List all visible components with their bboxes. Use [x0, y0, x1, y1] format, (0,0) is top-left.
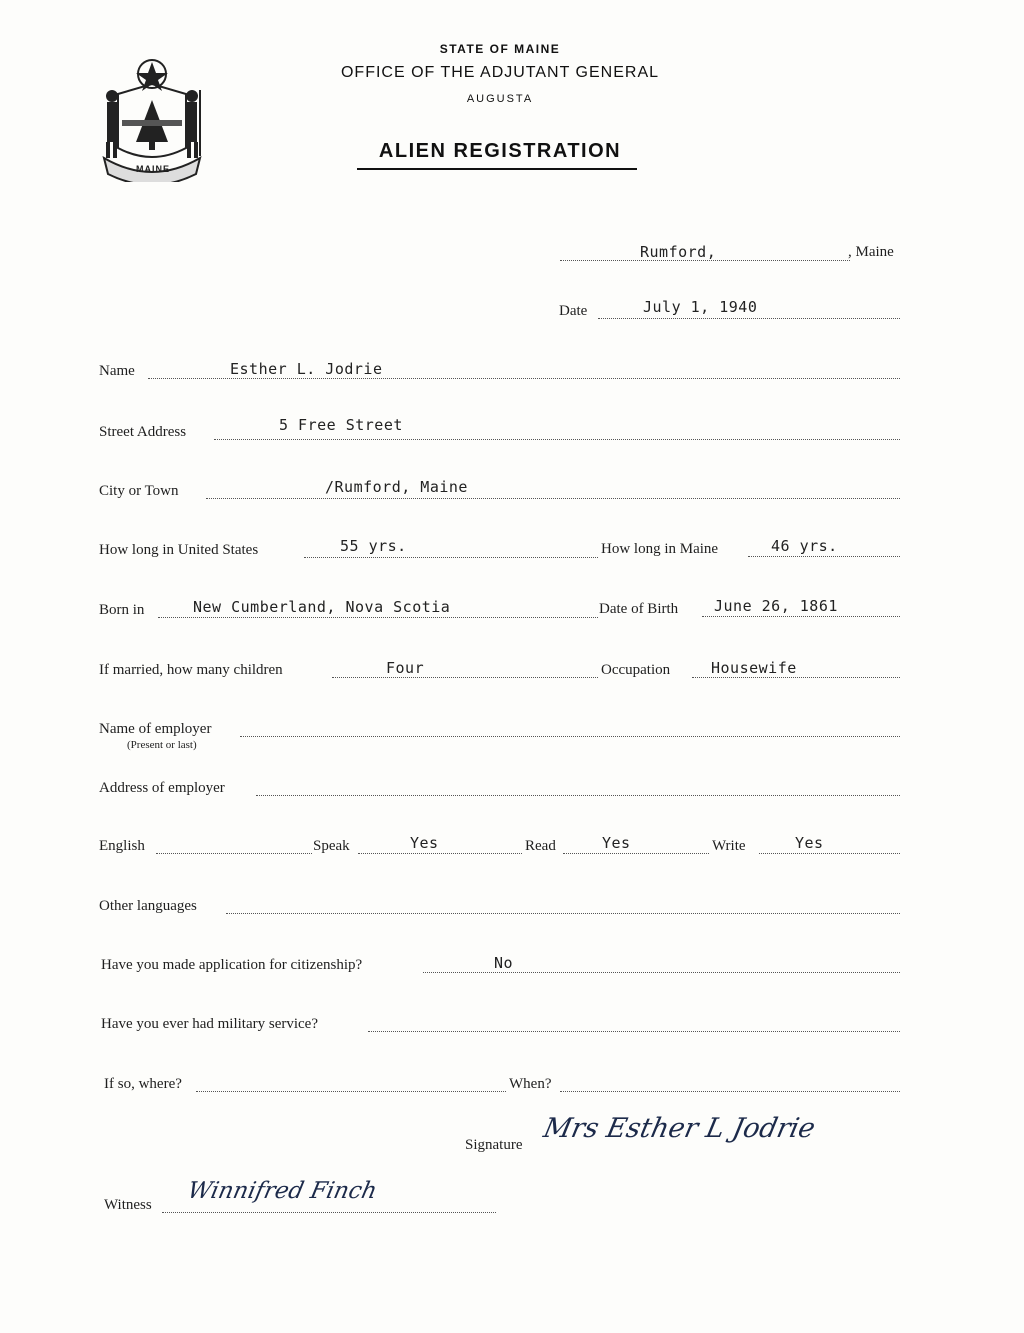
employer-address-line	[256, 795, 900, 796]
name-label: Name	[99, 363, 135, 379]
form-title: ALIEN REGISTRATION	[378, 140, 622, 162]
read-value: Yes	[602, 834, 631, 852]
children-label: If married, how many children	[99, 662, 283, 678]
occupation-value: Housewife	[711, 659, 797, 677]
military-label: Have you ever had military service?	[101, 1016, 318, 1032]
how-long-us-label: How long in United States	[99, 542, 259, 558]
employer-address-label: Address of employer	[99, 780, 225, 796]
write-value: Yes	[795, 834, 824, 852]
born-in-line	[158, 617, 598, 618]
speak-value: Yes	[410, 834, 439, 852]
title-underline	[357, 168, 637, 170]
city-town-line	[206, 498, 900, 499]
place-value: Rumford,	[640, 243, 717, 261]
write-label: Write	[712, 838, 746, 854]
seal-banner-text: MAINE	[136, 164, 170, 174]
name-value: Esther L. Jodrie	[230, 360, 383, 378]
born-in-label: Born in	[99, 602, 145, 618]
where-line	[196, 1091, 506, 1092]
children-line	[332, 677, 598, 678]
citizenship-value: No	[494, 954, 514, 972]
how-long-us-value: 55 yrs.	[340, 537, 407, 555]
how-long-maine-line	[748, 556, 900, 557]
date-line	[598, 318, 900, 319]
witness-label: Witness	[104, 1197, 152, 1213]
read-line	[563, 853, 709, 854]
occupation-line	[692, 677, 900, 678]
english-line	[156, 853, 312, 854]
citizenship-line	[423, 972, 900, 973]
speak-label: Speak	[313, 838, 350, 854]
born-in-value: New Cumberland, Nova Scotia	[193, 598, 451, 616]
place-suffix: , Maine	[848, 244, 894, 260]
header-state: STATE OF MAINE	[439, 42, 561, 56]
date-of-birth-label: Date of Birth	[599, 601, 679, 617]
occupation-label: Occupation	[601, 662, 671, 678]
children-value: Four	[386, 659, 425, 677]
name-line	[148, 378, 900, 379]
witness-line	[162, 1212, 496, 1213]
street-label: Street Address	[99, 424, 187, 440]
employer-name-sublabel: (Present or last)	[127, 739, 197, 751]
witness-value: Winnifred Finch	[185, 1178, 380, 1204]
header-city: AUGUSTA	[466, 93, 534, 105]
date-of-birth-line	[702, 616, 900, 617]
date-of-birth-value: June 26, 1861	[714, 597, 838, 615]
english-label: English	[99, 838, 145, 854]
signature-value: Mrs Esther L Jodrie	[540, 1113, 818, 1144]
speak-line	[358, 853, 522, 854]
write-line	[759, 853, 900, 854]
signature-label: Signature	[465, 1137, 523, 1153]
employer-name-line	[240, 736, 900, 737]
where-label: If so, where?	[104, 1076, 182, 1092]
when-label: When?	[509, 1076, 552, 1092]
city-town-value: /Rumford, Maine	[325, 478, 468, 496]
military-line	[368, 1031, 900, 1032]
when-line	[560, 1091, 900, 1092]
how-long-us-line	[304, 557, 598, 558]
city-town-label: City or Town	[99, 483, 179, 499]
date-value: July 1, 1940	[643, 298, 758, 316]
street-line	[214, 439, 900, 440]
read-label: Read	[525, 838, 556, 854]
other-languages-label: Other languages	[99, 898, 197, 914]
how-long-maine-value: 46 yrs.	[771, 537, 838, 555]
citizenship-label: Have you made application for citizenship?	[101, 957, 363, 973]
header-office: OFFICE OF THE ADJUTANT GENERAL	[340, 64, 660, 81]
other-languages-line	[226, 913, 900, 914]
date-label: Date	[559, 303, 588, 319]
employer-name-label: Name of employer	[99, 721, 212, 737]
street-value: 5 Free Street	[279, 416, 403, 434]
how-long-maine-label: How long in Maine	[601, 541, 719, 557]
